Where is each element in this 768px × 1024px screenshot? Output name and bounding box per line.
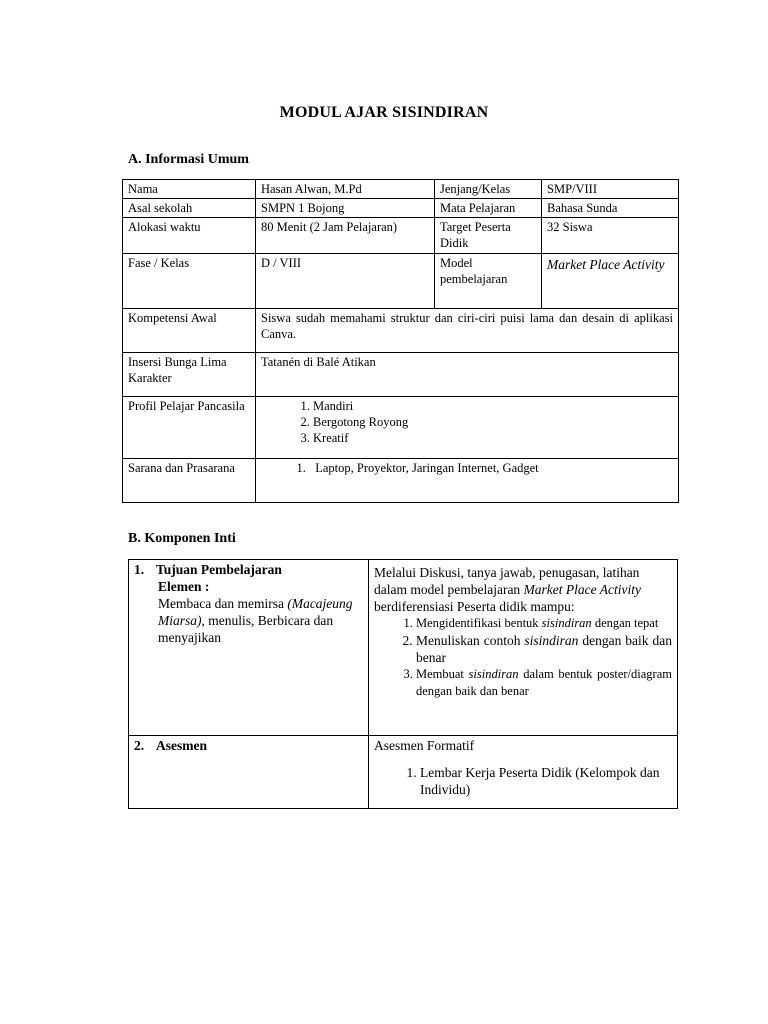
jenjang-label: Jenjang/Kelas — [435, 180, 542, 199]
elemen-text: Membaca dan memirsa (Macajeung Miarsa), menulis, Berbicara dan menyajikan — [158, 596, 353, 645]
target-value: 32 Siswa — [542, 218, 679, 254]
komponen-table — [128, 559, 678, 809]
section-a-heading: A. Informasi Umum — [128, 152, 249, 167]
jenjang-value: SMP/VIII — [542, 180, 679, 199]
nama-value: Hasan Alwan, M.Pd — [256, 180, 435, 199]
target-label: Target Peserta Didik — [435, 218, 542, 254]
alokasi-value: 80 Menit (2 Jam Pelajaran) — [256, 218, 435, 254]
sarana-item: 1. Laptop, Proyektor, Jaringan Internet, Gadget — [309, 460, 673, 476]
sarana-cell — [256, 459, 679, 503]
asal-label: Asal sekolah — [123, 199, 256, 218]
nama-label: Nama — [123, 180, 256, 199]
tujuan-item: 1. Mengidentifikasi bentuk sisindiran dengan tepat — [416, 615, 672, 632]
insersi-label: Insersi Bunga Lima Karakter — [123, 353, 256, 397]
asesmen-item: 1. Lembar Kerja Peserta Didik (Kelompok dan Individu) — [420, 764, 672, 798]
asesmen-title: Asesmen — [156, 738, 207, 753]
tujuan-number: 1. — [134, 562, 145, 577]
section-b-heading: B. Komponen Inti — [128, 531, 236, 546]
fase-value: D / VIII — [256, 254, 435, 309]
profil-item: 2. Bergotong Royong — [313, 414, 673, 430]
profil-item: 1. Mandiri — [313, 398, 673, 414]
fase-label: Fase / Kelas — [123, 254, 256, 309]
tujuan-desc: Melalui Diskusi, tanya jawab, penugasan, latihan dalam model pembelajaran Market Place Activity berdiferensiasi Peserta didik mampu: — [374, 565, 642, 614]
kompetensi-label: Kompetensi Awal — [123, 309, 256, 353]
insersi-value: Tatanén di Balé Atikan — [256, 353, 679, 397]
alokasi-label: Alokasi waktu — [123, 218, 256, 254]
tujuan-desc-cell — [369, 560, 678, 736]
kompetensi-value: Siswa sudah memahami struktur dan ciri-ciri puisi lama dan desain di aplikasi Canva. — [256, 309, 679, 353]
elemen-label: Elemen : — [158, 579, 210, 594]
asesmen-number: 2. — [134, 738, 145, 753]
document-title: MODUL AJAR SISINDIRAN — [279, 104, 489, 121]
tujuan-item: 2. Menuliskan contoh sisindiran dengan baik dan benar — [416, 632, 672, 666]
model-label: Model pembelajaran — [435, 254, 542, 309]
info-table — [122, 179, 679, 503]
mapel-value: Bahasa Sunda — [542, 199, 679, 218]
model-value: Market Place Activity — [542, 254, 679, 309]
tujuan-item: 3. Membuat sisindiran dalam bentuk poster/diagram dengan baik dan benar — [416, 666, 672, 700]
tujuan-cell — [129, 560, 369, 736]
asesmen-type: Asesmen Formatif — [374, 738, 475, 753]
asesmen-desc-cell — [369, 736, 678, 809]
asesmen-cell — [129, 736, 369, 809]
profil-item: 3. Kreatif — [313, 430, 673, 446]
profil-cell — [256, 397, 679, 459]
sarana-label: Sarana dan Prasarana — [123, 459, 256, 503]
tujuan-title: Tujuan Pembelajaran — [156, 562, 282, 577]
mapel-label: Mata Pelajaran — [435, 199, 542, 218]
profil-label: Profil Pelajar Pancasila — [123, 397, 256, 459]
asal-value: SMPN 1 Bojong — [256, 199, 435, 218]
